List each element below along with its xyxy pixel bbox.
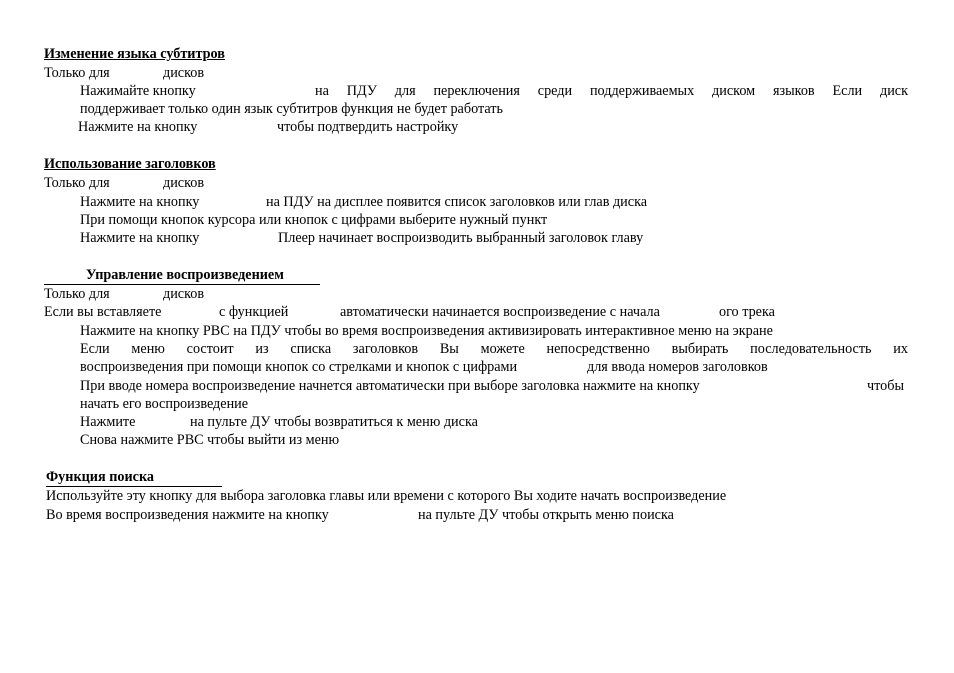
text-line: Нажимайте кнопку [80, 83, 196, 99]
text-line: Нажмите на кнопку [80, 194, 200, 210]
only-for-label: Только для [44, 175, 110, 191]
only-for-label: Только для [44, 286, 110, 302]
text-line: Снова нажмите PBC чтобы выйти из меню [80, 432, 340, 448]
text-line: Если вы вставляете [44, 304, 162, 320]
text-line: Нажмите на кнопку PBC на ПДУ чтобы во время воспроизведения активизировать интерактивное меню на экране [80, 323, 773, 339]
text-line: Во время воспроизведения нажмите на кнопку [46, 507, 329, 523]
text-line: Нажмите [80, 414, 136, 430]
text-line: Плеер начинает воспроизводить выбранный заголовок главу [278, 230, 644, 246]
section-heading-search: Функция поиска [46, 469, 154, 485]
text-line: начать его воспроизведение [80, 396, 249, 412]
text-line: При вводе номера воспроизведение начнется автоматически при выборе заголовка нажмите на кнопку [80, 378, 700, 394]
text-line: для ввода номеров заголовков [587, 359, 768, 375]
section-heading-playback-control: Управление воспроизведением [86, 267, 284, 283]
text-line: автоматически начинается воспроизведение с начала [340, 304, 660, 320]
section-heading-subtitle-language: Изменение языка субтитров [44, 46, 225, 62]
discs-label: дисков [163, 286, 205, 302]
discs-label: дисков [163, 175, 205, 191]
text-line: на пульте ДУ чтобы открыть меню поиска [418, 507, 674, 523]
text-line: воспроизведения при помощи кнопок со стрелками и кнопок с цифрами [80, 359, 518, 375]
only-for-label: Только для [44, 65, 110, 81]
text-line: поддерживает только один язык субтитров функция не будет работать [80, 101, 503, 117]
text-line: на ПДУ для переключения среди поддерживаемых диском языков Если диск [315, 83, 908, 99]
text-line: на пульте ДУ чтобы возвратиться к меню диска [190, 414, 478, 430]
heading-underline [44, 284, 320, 285]
section-heading-titles: Использование заголовков [44, 156, 216, 172]
text-line: Нажмите на кнопку [78, 119, 198, 135]
discs-label: дисков [163, 65, 205, 81]
text-line: чтобы [867, 378, 904, 394]
text-line: ого трека [719, 304, 775, 320]
text-line: на ПДУ на дисплее появится список заголовков или глав диска [266, 194, 648, 210]
text-line: Нажмите на кнопку [80, 230, 200, 246]
text-line: Если меню состоит из списка заголовков Вы можете непосредственно выбирать последовательность их [80, 341, 908, 357]
text-line: При помощи кнопок курсора или кнопок с цифрами выберите нужный пункт [80, 212, 548, 228]
text-line: чтобы подтвердить настройку [277, 119, 459, 135]
text-line: с функцией [219, 304, 289, 320]
text-line: Используйте эту кнопку для выбора заголовка главы или времени с которого Вы ходите начать воспроизведение [46, 488, 727, 504]
heading-underline [46, 486, 222, 487]
